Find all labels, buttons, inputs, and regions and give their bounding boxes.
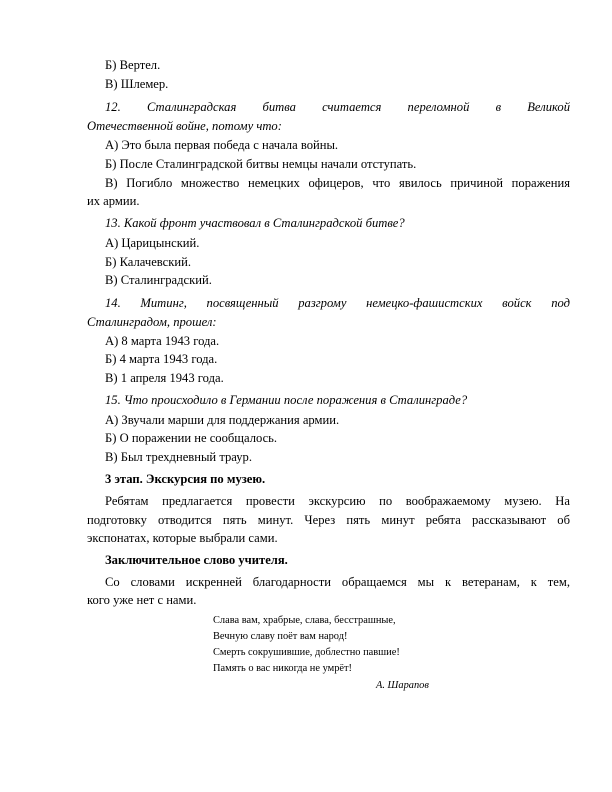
answer-line: Б) Калачевский. [105, 255, 192, 269]
answer-line: Б) Вертел. [105, 58, 161, 72]
answer-line: В) Погибло множество немецких офицеров, что явилось причиной поражения [105, 176, 570, 190]
answer-line: Б) После Сталинградской битвы немцы начали отступать. [105, 157, 417, 171]
question-13: 13. Какой фронт участвовал в Сталинградской битве? [105, 216, 405, 230]
answer-line: А) 8 марта 1943 года. [105, 334, 220, 348]
answer-line-cont: их армии. [87, 194, 140, 208]
question-14-cont: Сталинградом, прошел: [87, 315, 217, 329]
section-heading: Заключительное слово учителя. [105, 553, 288, 567]
question-15: 15. Что происходило в Германии после поражения в Сталинграде? [105, 393, 468, 407]
answer-line: В) 1 апреля 1943 года. [105, 371, 224, 385]
question-12: 12. Сталинградская битва считается переломной в Великой [105, 100, 570, 114]
answer-line: В) Был трехдневный траур. [105, 450, 252, 464]
stage-heading: 3 этап. Экскурсия по музею. [105, 472, 266, 486]
answer-line: В) Шлемер. [105, 77, 169, 91]
answer-line: Б) О поражении не сообщалось. [105, 431, 278, 445]
paragraph-line: Со словами искренней благодарности обращаемся мы к ветеранам, к тем, [105, 575, 570, 589]
poem-line: Слава вам, храбрые, слава, бесстрашные, [213, 615, 396, 626]
question-14: 14. Митинг, посвященный разгрому немецко-фашистских войск под [105, 296, 570, 310]
answer-line: А) Это была первая победа с начала войны. [105, 138, 339, 152]
poem-line: Смерть сокрушившие, доблестно павшие! [213, 647, 400, 658]
answer-line: А) Царицынский. [105, 236, 200, 250]
answer-line: В) Сталинградский. [105, 273, 212, 287]
poem-line: Вечную славу поёт вам народ! [213, 631, 348, 642]
question-12-cont: Отечественной войне, потому что: [87, 119, 282, 133]
paragraph-line: подготовку отводится пять минут. Через пять минут ребята рассказывают об [87, 513, 570, 527]
answer-line: А) Звучали марши для поддержания армии. [105, 413, 340, 427]
poem-line: Память о вас никогда не умрёт! [213, 663, 353, 674]
answer-line: Б) 4 марта 1943 года. [105, 352, 218, 366]
paragraph-line: Ребятам предлагается провести экскурсию по воображаемому музею. На [105, 494, 570, 508]
paragraph-line: экспонатах, которые выбрали сами. [87, 531, 278, 545]
paragraph-line: кого уже нет с нами. [87, 593, 197, 607]
poem-author: А. Шарапов [376, 680, 429, 691]
